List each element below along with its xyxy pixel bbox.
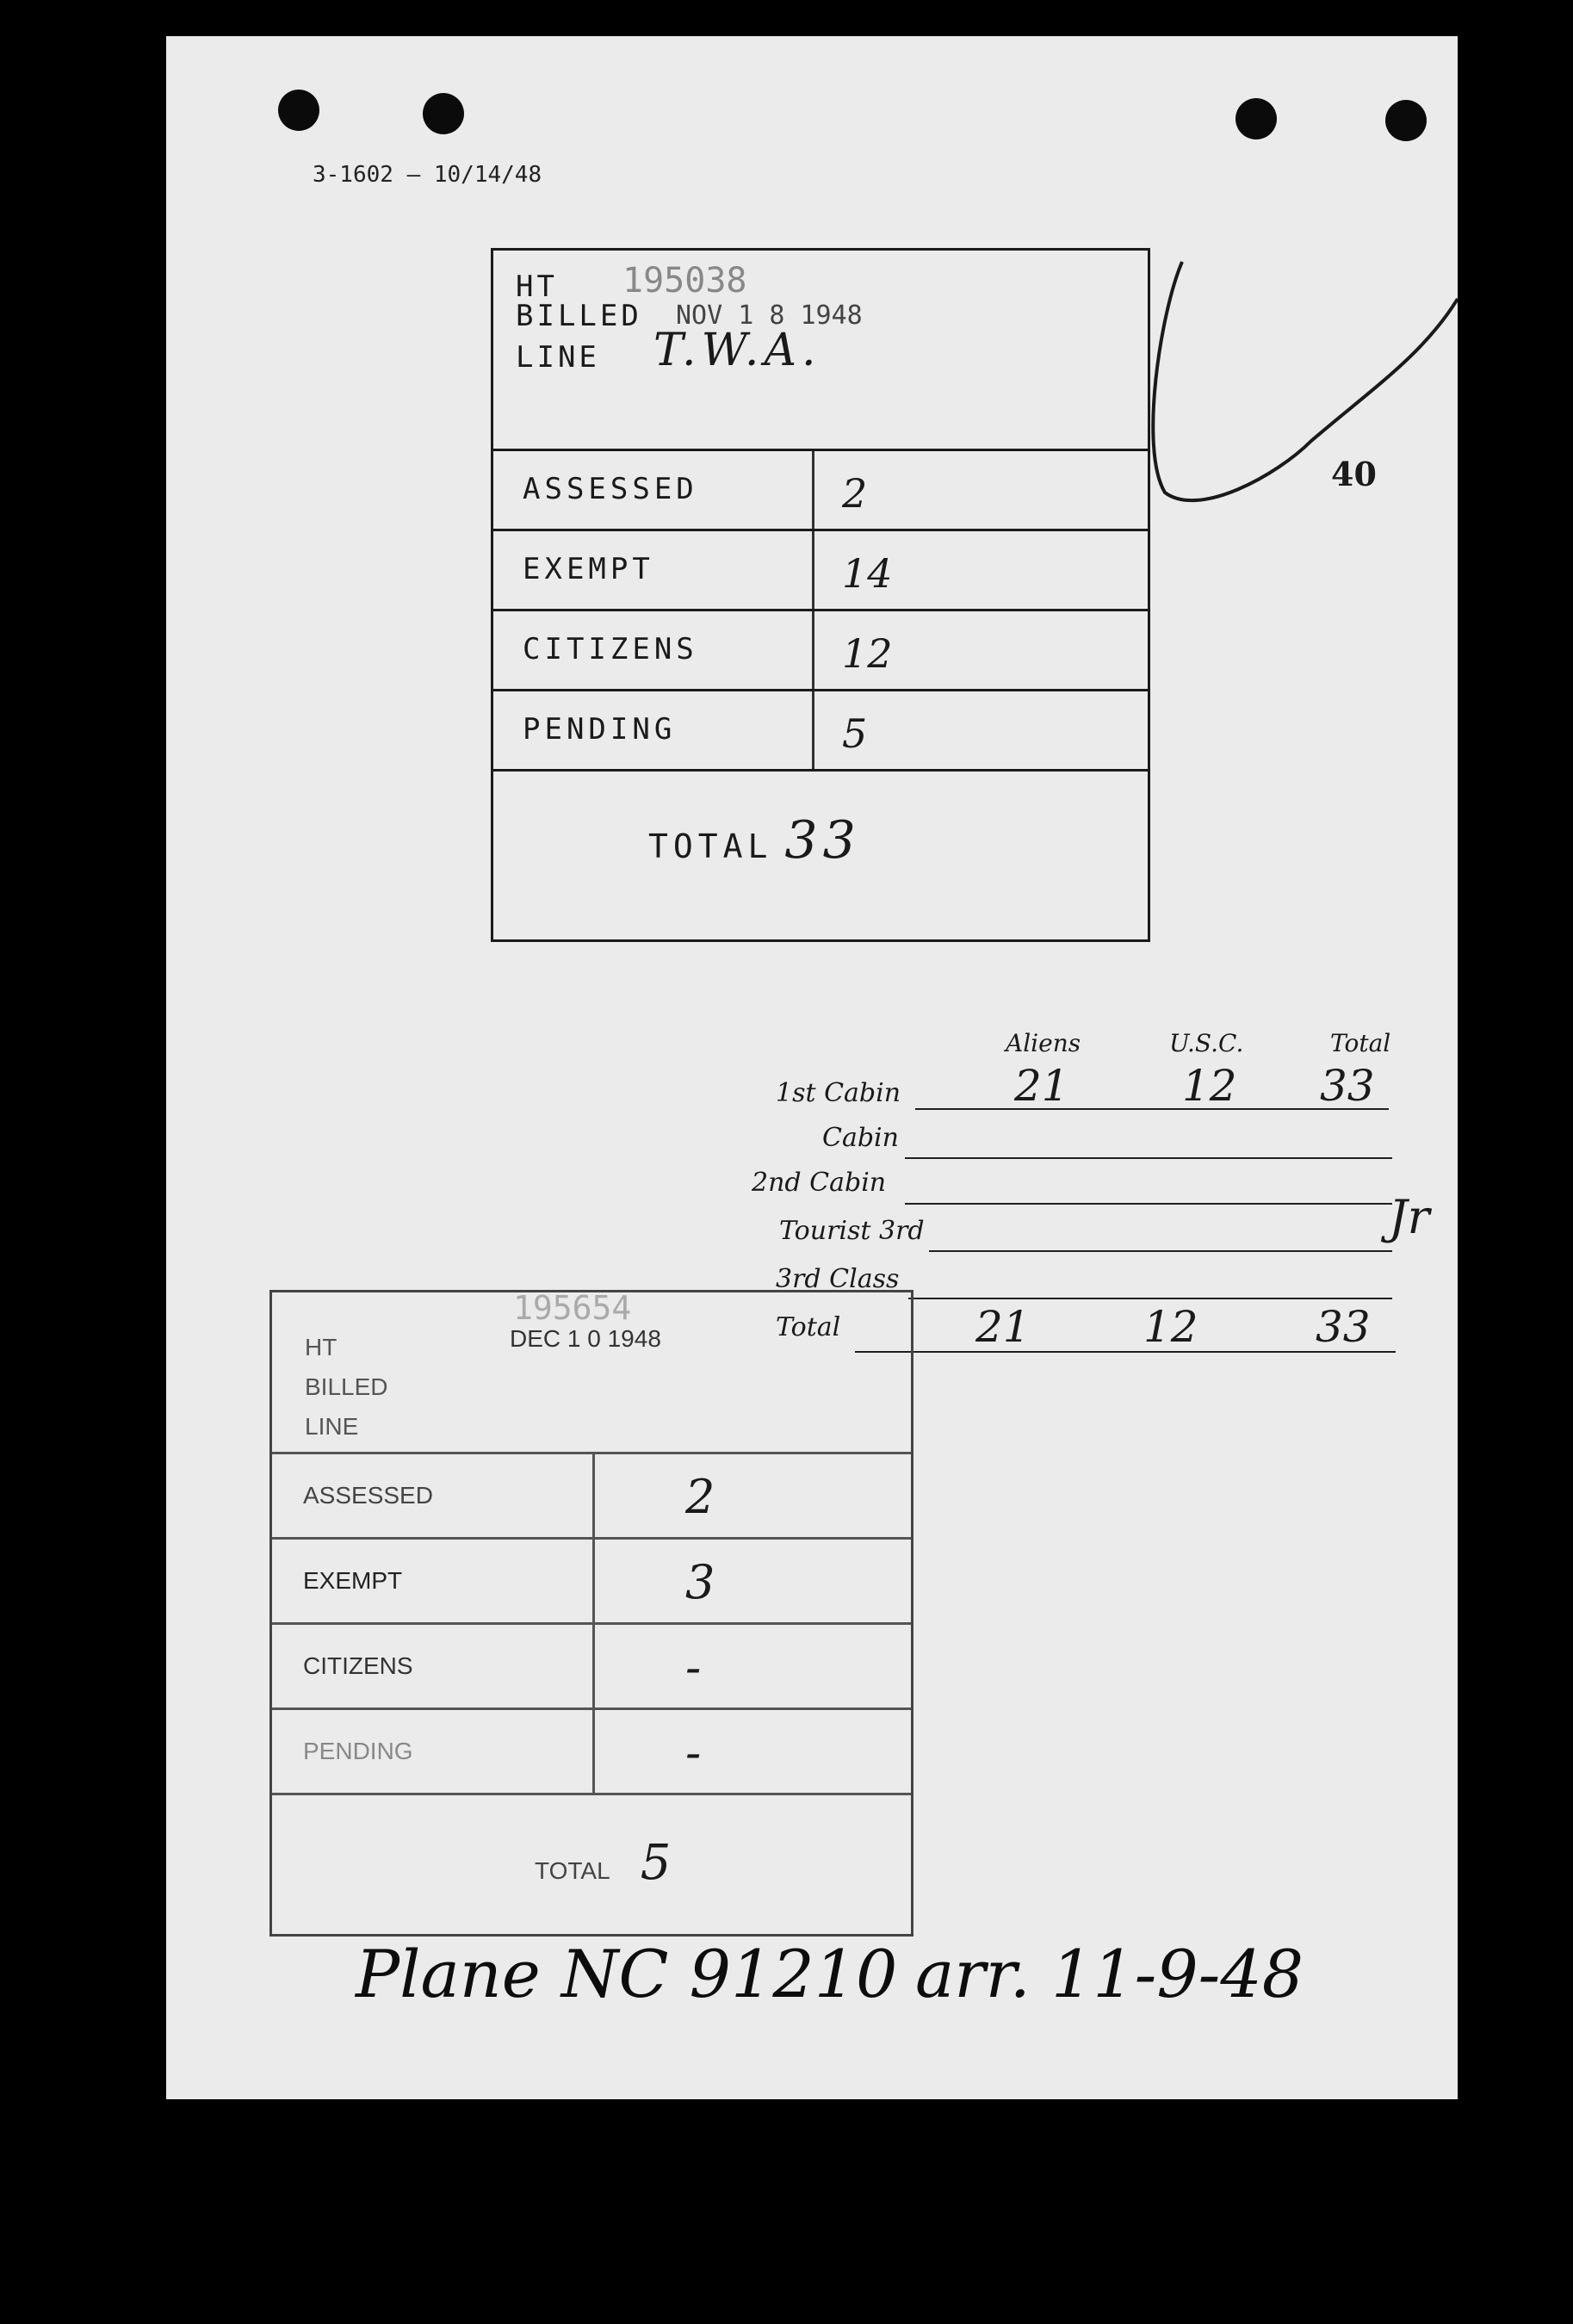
row-value: 12 [842,630,893,677]
arrival-date: arr. 11-9-48 [915,1936,1304,2012]
billed-label: BILLED [305,1373,388,1400]
tally-rule [908,1298,1392,1299]
column-header-usc: U.S.C. [1169,1029,1244,1057]
stamp-row-exempt [493,531,1148,611]
billed-label: BILLED [516,299,642,333]
row-value: 2 [685,1470,715,1524]
total-value: 5 [640,1835,672,1891]
row-value: 2 [842,470,868,517]
row-label: PENDING [523,712,677,747]
line-label: LINE [305,1413,359,1440]
stamp-header [272,1289,911,1454]
tally-usc: 12 [1182,1061,1237,1111]
tally-total: 33 [1316,1302,1371,1352]
ht-number: 195654 [513,1289,632,1327]
tally-total: 33 [1320,1061,1375,1111]
row-label: CITIZENS [523,632,698,666]
stamp-row-pending [272,1710,911,1795]
total-label: TOTAL [648,827,773,865]
reference-number: 3-1602 — 10/14/48 [313,162,542,188]
document-page [166,36,1458,2099]
tally-rule [929,1250,1392,1252]
row-label: CITIZENS [303,1652,413,1679]
stamp-row-assessed [272,1454,911,1540]
stamp-row-assessed [493,451,1148,531]
row-label: PENDING [303,1738,413,1764]
column-header-aliens: Aliens [1006,1029,1081,1057]
row-value: - [685,1640,702,1695]
tally-row-label: Total [776,1312,841,1342]
tally-aliens: 21 [975,1302,1031,1352]
tally-rule [905,1203,1392,1205]
line-value: T.W.A. [653,325,821,376]
tally-rule [905,1157,1392,1159]
row-label: EXEMPT [303,1567,403,1594]
ht-number: 195038 [622,261,747,301]
tally-rule [915,1108,1389,1110]
stamp-row-citizens [493,611,1148,691]
tally-usc: 12 [1143,1302,1198,1352]
tally-rule [855,1351,1396,1353]
row-value: 3 [685,1555,715,1609]
row-value: - [685,1726,702,1780]
total-label: TOTAL [535,1857,610,1884]
ht-label: HT [516,270,558,304]
stamp-total [648,810,861,871]
tally-row-label: Tourist 3rd [779,1216,925,1246]
ht-label: HT [305,1334,338,1360]
stamp-header [493,251,1148,451]
stamp-total [535,1835,671,1891]
ht-stamp-twa [491,248,1150,942]
tally-row-label: Cabin [822,1123,899,1153]
stamp-row-exempt [272,1540,911,1625]
total-value: 33 [784,810,861,871]
billed-date: NOV 1 8 1948 [676,301,863,331]
row-label: ASSESSED [303,1482,433,1509]
stamp-row-citizens [272,1625,911,1710]
initials: Jr [1389,1190,1430,1244]
row-label: ASSESSED [523,472,698,506]
row-value: 5 [842,710,868,757]
row-label: EXEMPT [523,552,654,586]
ht-stamp-printed [269,1290,913,1937]
tally-row-label: 3rd Class [776,1264,900,1294]
billed-date: DEC 1 0 1948 [510,1325,661,1352]
row-value: 14 [842,550,893,597]
page-number: 40 [1331,455,1377,493]
stamp-row-pending [493,691,1148,772]
tally-row-label: 1st Cabin [776,1078,901,1108]
tally-row-label: 2nd Cabin [752,1168,887,1198]
line-label: LINE [516,340,600,375]
tally-aliens: 21 [1014,1061,1069,1111]
column-header-total: Total [1330,1029,1391,1057]
plane-registration: Plane NC 91210 [356,1936,898,2012]
